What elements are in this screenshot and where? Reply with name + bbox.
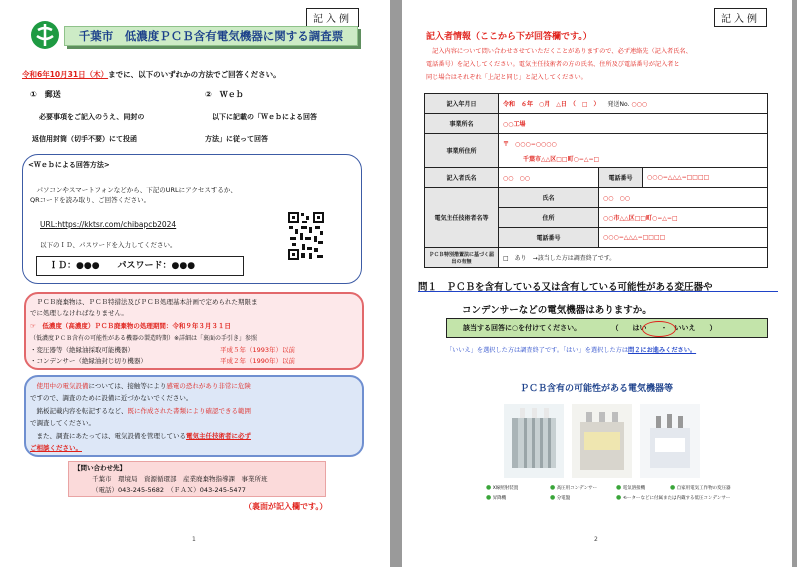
legend-hv-capacitor: ● 高圧用コンデンサー <box>550 484 598 491</box>
intro-line2: 電話番号）を記入してください。電気主任技術者の方の氏名、住所及び電話番号が記入者と <box>426 61 680 68</box>
legend-panel: ● 分電盤 <box>550 494 571 501</box>
page-title: 千葉市 低濃度ＰＣＢ含有電気機器に関する調査票 <box>64 26 358 46</box>
engineer-phone-field[interactable]: ○○○−△△△−□□□□ <box>599 228 768 248</box>
page-1 <box>0 0 390 567</box>
question1-line1: 問１ ＰＣＢを含有している又は含有している可能性がある変圧器や <box>418 282 713 293</box>
web-line2: QRコードを読み取り、ご回答ください。 <box>30 196 151 204</box>
pcb-notice-line1: ＰＣＢ廃棄物は、ＰＣＢ特措法及びＰＣＢ処理基本計画で定められた期限ま <box>30 298 258 306</box>
contact-title: 【問い合わせ先】 <box>74 464 126 472</box>
date-field[interactable]: 令和 ６年 ○月 △日 （ □ ） 発送No. ○○○ <box>499 94 768 114</box>
office-name-field[interactable]: ○○工場 <box>499 114 768 134</box>
pcb-notice-line2: でに処理しなければなりません。 <box>30 309 128 317</box>
pcb-law-checkbox[interactable]: □ あり →該当した方は調査終了です。 <box>499 248 768 268</box>
deadline-date: 令和6年10月31日（木） <box>22 70 109 79</box>
method-web-line2: 方法」に従って回答 <box>205 135 268 143</box>
engineer-name-field[interactable]: ○○ ○○ <box>599 188 768 208</box>
pcb-item1-name: ・変圧器等（絶縁油採取可能機器） <box>30 346 134 354</box>
question1-note: 「いいえ」を選択した方は調査終了です。「はい」を選択した方は問２にお進みください。 <box>446 347 697 354</box>
reverse-side-note: （裏面が記入欄です。） <box>244 502 328 511</box>
legend-elevator: ● 昇降機 <box>486 494 507 501</box>
pcb-item2-period: 平成２年（1990年）以前 <box>220 357 296 365</box>
pcb-item2-name: ・コンデンサー（絶縁油封じ切り機器） <box>30 357 147 365</box>
office-name-label: 事業所名 <box>425 114 499 134</box>
office-address-field[interactable]: 〒 ○○○−○○○○ 千葉市△△区□□町○−△−□ <box>499 134 768 168</box>
contact-department: 千葉市 環境局 資源循環部 産業廃棄物指導課 事業所班 <box>92 475 268 483</box>
writer-name-field[interactable]: ○○ ○○ <box>499 168 599 188</box>
legend-transformer: ● 自家用電気工作物の変圧器 <box>670 484 731 491</box>
web-line1: パソコンやスマートフォンなどから、下記のURLにアクセスするか、 <box>30 186 237 194</box>
legend-motor-capacitor: ● モーターなどに付属または内蔵する低圧コンデンサー <box>616 494 731 501</box>
question1-options[interactable]: （ はい ・ いいえ ） <box>611 324 717 332</box>
writer-info-form <box>424 93 768 268</box>
page-2 <box>402 0 792 567</box>
contact-phone-fax: （電話）043-245-5682 （ＦＡＸ）043-245-5477 <box>92 486 246 494</box>
web-id-instruction: 以下のＩＤ、パスワードを入力してください。 <box>40 241 177 249</box>
question1-answer-bar <box>446 318 768 338</box>
safety-line2: ですので、調査のために設備に近づかないでください。 <box>30 394 193 402</box>
qr-code-icon[interactable] <box>287 211 325 261</box>
method-web-label: ② Ｗｅｂ <box>205 90 244 99</box>
pcb-item1-period: 平成５年（1993年）以前 <box>220 346 296 354</box>
low-voltage-capacitor-photo-icon <box>640 404 700 478</box>
safety-line6: ご相談ください。 <box>30 444 82 452</box>
date-label: 記入年月日 <box>425 94 499 114</box>
legend-xray: ● X線照射装置 <box>486 484 519 491</box>
question1-line2: コンデンサーなどの電気機器はありますか。 <box>462 305 652 316</box>
method-mail-line2: 返信用封筒（切手不要）にて投函 <box>32 135 137 143</box>
engineer-name-label: 氏名 <box>499 188 599 208</box>
method-mail-label: ① 郵送 <box>30 90 61 99</box>
equipment-title: ＰＣＢ含有の可能性がある電気機器等 <box>520 384 674 394</box>
engineer-phone-label: 電話番号 <box>499 228 599 248</box>
engineer-address-label: 住所 <box>499 208 599 228</box>
writer-info-heading: 記入者情報（ここから下が回答欄です。） <box>426 32 592 42</box>
id-password-box: ＩＤ：●●● パスワード：●●● <box>36 256 244 276</box>
writer-phone-field[interactable]: ○○○−△△△−□□□□ <box>643 168 768 188</box>
capacitor-photo-icon <box>572 404 632 478</box>
engineer-address-field[interactable]: ○○市△△区□□町○−△−□ <box>599 208 768 228</box>
chiba-city-logo-icon <box>30 20 60 50</box>
pcb-notice-line4: （低濃度ＰＣＢ含有の可能性がある機器の製造時期）※詳細は「裏面の手引き」参照 <box>30 335 258 342</box>
page-number: 2 <box>594 536 598 543</box>
deadline-rest: までに、以下のいずれかの方法でご回答ください。 <box>108 70 281 79</box>
office-address-label: 事業所住所 <box>425 134 499 168</box>
safety-line5: また、調査にあたっては、電気設備を管理している電気主任技術者に必ず <box>30 432 251 440</box>
web-heading: <Ｗｅｂによる回答方法> <box>28 161 110 169</box>
engineer-label: 電気主任技術者名等 <box>425 188 499 248</box>
example-stamp: 記入例 <box>714 8 767 27</box>
method-mail-line1: 必要事項をご記入のうえ、同封の <box>32 113 145 121</box>
yes-circle-mark <box>642 321 676 337</box>
intro-line3: 同じ場合はそれぞれ「上記と同じ」と記入してください。 <box>426 74 587 81</box>
safety-line3: 銘板記載内容を転記するなど、既に作成された書類により確認できる範囲 <box>30 407 251 415</box>
pcb-law-label: ＰＣＢ特別措置法に基づく届出の有無 <box>425 248 499 268</box>
intro-line1: 記入内容について問い合わせさせていただくことがありますので、必ず連絡先（記入者氏名、 <box>426 48 692 55</box>
safety-line1: 使用中の電気設備については、接触等により感電の恐れがあり非常に危険 <box>36 382 251 390</box>
example-stamp: 記入例 <box>306 8 359 27</box>
page-number: 1 <box>192 536 196 543</box>
pcb-notice-deadline: ☞ 低濃度（高濃度）ＰＣＢ廃棄物の処理期間：令和９年３月３１日 <box>30 322 231 330</box>
legend-welder: ● 電気溶接機 <box>616 484 646 491</box>
method-web-line1: 以下に記載の「Ｗｅｂによる回答 <box>205 113 317 121</box>
question1-instruction: 該当する回答に○を付けてください。 <box>463 324 582 332</box>
transformer-photo-icon <box>504 404 564 478</box>
safety-line4: で調査してください。 <box>30 419 95 427</box>
writer-phone-label: 電話番号 <box>599 168 643 188</box>
web-url-link[interactable]: URL:https://kktsr.com/chibapcb2024 <box>40 220 177 229</box>
writer-name-label: 記入者氏名 <box>425 168 499 188</box>
deadline-line <box>22 69 281 80</box>
